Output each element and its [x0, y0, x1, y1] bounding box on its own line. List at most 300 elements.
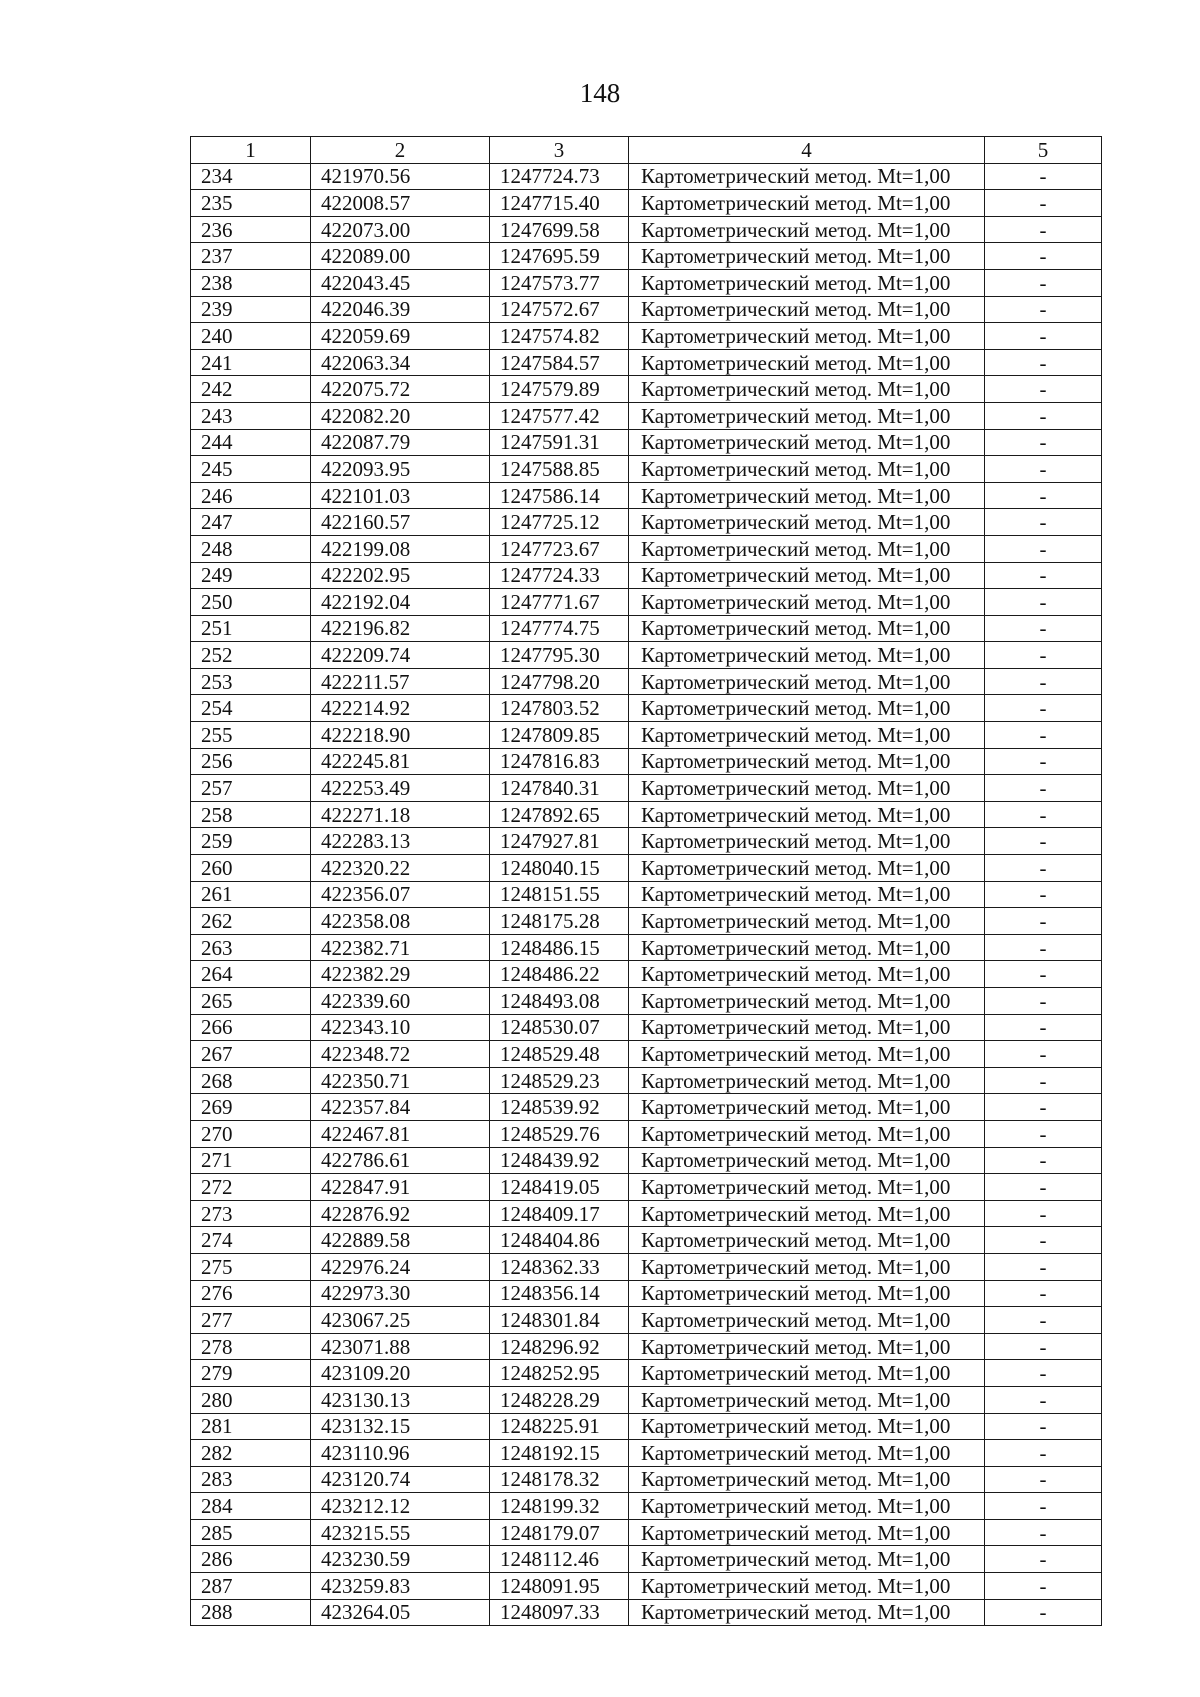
coordinate-x: 422467.81	[311, 1120, 490, 1147]
coordinate-x: 422214.92	[311, 695, 490, 722]
point-number: 284	[191, 1493, 311, 1520]
point-number: 256	[191, 748, 311, 775]
coordinate-y: 1248530.07	[490, 1014, 629, 1041]
empty-dash: -	[985, 855, 1102, 882]
method-description: Картометрический метод. Mt=1,00	[629, 1519, 985, 1546]
table-row	[191, 535, 1102, 562]
table-row	[191, 482, 1102, 509]
method-description: Картометрический метод. Mt=1,00	[629, 1014, 985, 1041]
empty-dash: -	[985, 695, 1102, 722]
coordinate-y: 1247591.31	[490, 429, 629, 456]
coordinate-x: 422339.60	[311, 988, 490, 1015]
coordinate-y: 1247574.82	[490, 323, 629, 350]
empty-dash: -	[985, 801, 1102, 828]
table-row	[191, 243, 1102, 270]
empty-dash: -	[985, 1067, 1102, 1094]
header-col-3: 3	[490, 137, 629, 164]
table-row	[191, 509, 1102, 536]
table-row	[191, 775, 1102, 802]
empty-dash: -	[985, 1147, 1102, 1174]
coordinate-y: 1247725.12	[490, 509, 629, 536]
coordinate-y: 1248179.07	[490, 1519, 629, 1546]
point-number: 262	[191, 908, 311, 935]
coordinate-x: 423264.05	[311, 1599, 490, 1626]
empty-dash: -	[985, 269, 1102, 296]
table-row	[191, 1546, 1102, 1573]
coordinate-x: 423230.59	[311, 1546, 490, 1573]
method-description: Картометрический метод. Mt=1,00	[629, 668, 985, 695]
coordinate-y: 1247584.57	[490, 349, 629, 376]
coordinate-y: 1247724.33	[490, 562, 629, 589]
page-number: 148	[579, 78, 621, 108]
coordinate-y: 1248356.14	[490, 1280, 629, 1307]
coordinate-x: 422008.57	[311, 190, 490, 217]
point-number: 277	[191, 1307, 311, 1334]
method-description: Картометрический метод. Mt=1,00	[629, 349, 985, 376]
table-row	[191, 1253, 1102, 1280]
coordinate-y: 1247695.59	[490, 243, 629, 270]
point-number: 241	[191, 349, 311, 376]
coordinate-y: 1248529.76	[490, 1120, 629, 1147]
method-description: Картометрический метод. Mt=1,00	[629, 988, 985, 1015]
coordinate-y: 1247771.67	[490, 589, 629, 616]
table-row	[191, 908, 1102, 935]
method-description: Картометрический метод. Mt=1,00	[629, 1067, 985, 1094]
table-row	[191, 722, 1102, 749]
method-description: Картометрический метод. Mt=1,00	[629, 1253, 985, 1280]
method-description: Картометрический метод. Mt=1,00	[629, 748, 985, 775]
point-number: 259	[191, 828, 311, 855]
point-number: 271	[191, 1147, 311, 1174]
coordinate-x: 422976.24	[311, 1253, 490, 1280]
coordinate-x: 422847.91	[311, 1174, 490, 1201]
point-number: 244	[191, 429, 311, 456]
method-description: Картометрический метод. Mt=1,00	[629, 1147, 985, 1174]
coordinate-x: 422089.00	[311, 243, 490, 270]
coordinate-x: 422209.74	[311, 642, 490, 669]
table-row	[191, 323, 1102, 350]
coordinate-x: 423212.12	[311, 1493, 490, 1520]
coordinate-y: 1248539.92	[490, 1094, 629, 1121]
coordinate-x: 422245.81	[311, 748, 490, 775]
coordinate-x: 422350.71	[311, 1067, 490, 1094]
coordinate-x: 423259.83	[311, 1573, 490, 1600]
coordinate-y: 1248419.05	[490, 1174, 629, 1201]
coordinate-x: 422046.39	[311, 296, 490, 323]
table-row	[191, 1120, 1102, 1147]
empty-dash: -	[985, 722, 1102, 749]
empty-dash: -	[985, 456, 1102, 483]
method-description: Картометрический метод. Mt=1,00	[629, 934, 985, 961]
table-row	[191, 562, 1102, 589]
coordinate-y: 1248493.08	[490, 988, 629, 1015]
table-header	[191, 137, 1102, 164]
empty-dash: -	[985, 642, 1102, 669]
empty-dash: -	[985, 535, 1102, 562]
method-description: Картометрический метод. Mt=1,00	[629, 855, 985, 882]
table-row	[191, 1014, 1102, 1041]
method-description: Картометрический метод. Mt=1,00	[629, 216, 985, 243]
point-number: 264	[191, 961, 311, 988]
coordinate-y: 1248199.32	[490, 1493, 629, 1520]
empty-dash: -	[985, 1360, 1102, 1387]
coordinate-x: 422320.22	[311, 855, 490, 882]
empty-dash: -	[985, 1466, 1102, 1493]
empty-dash: -	[985, 1413, 1102, 1440]
point-number: 257	[191, 775, 311, 802]
coordinate-y: 1248409.17	[490, 1200, 629, 1227]
method-description: Картометрический метод. Mt=1,00	[629, 482, 985, 509]
method-description: Картометрический метод. Mt=1,00	[629, 1333, 985, 1360]
coordinate-x: 422382.29	[311, 961, 490, 988]
point-number: 249	[191, 562, 311, 589]
table-row	[191, 296, 1102, 323]
method-description: Картометрический метод. Mt=1,00	[629, 296, 985, 323]
empty-dash: -	[985, 1493, 1102, 1520]
coordinates-table	[190, 136, 1102, 1626]
coordinate-x: 422357.84	[311, 1094, 490, 1121]
coordinate-x: 423130.13	[311, 1386, 490, 1413]
empty-dash: -	[985, 216, 1102, 243]
coordinate-y: 1248529.23	[490, 1067, 629, 1094]
point-number: 269	[191, 1094, 311, 1121]
coordinate-y: 1247573.77	[490, 269, 629, 296]
method-description: Картометрический метод. Mt=1,00	[629, 615, 985, 642]
table-row	[191, 163, 1102, 190]
table-row	[191, 934, 1102, 961]
point-number: 263	[191, 934, 311, 961]
coordinate-x: 422358.08	[311, 908, 490, 935]
coordinate-y: 1247715.40	[490, 190, 629, 217]
coordinate-y: 1247795.30	[490, 642, 629, 669]
coordinate-x: 422202.95	[311, 562, 490, 589]
method-description: Картометрический метод. Mt=1,00	[629, 163, 985, 190]
method-description: Картометрический метод. Mt=1,00	[629, 243, 985, 270]
table-row	[191, 216, 1102, 243]
table-row	[191, 1466, 1102, 1493]
empty-dash: -	[985, 589, 1102, 616]
coordinate-x: 422889.58	[311, 1227, 490, 1254]
empty-dash: -	[985, 1253, 1102, 1280]
coordinate-y: 1247892.65	[490, 801, 629, 828]
method-description: Картометрический метод. Mt=1,00	[629, 1386, 985, 1413]
coordinate-x: 422082.20	[311, 402, 490, 429]
method-description: Картометрический метод. Mt=1,00	[629, 775, 985, 802]
table-row	[191, 190, 1102, 217]
method-description: Картометрический метод. Mt=1,00	[629, 1360, 985, 1387]
coordinate-x: 422382.71	[311, 934, 490, 961]
point-number: 281	[191, 1413, 311, 1440]
empty-dash: -	[985, 961, 1102, 988]
coordinate-y: 1248151.55	[490, 881, 629, 908]
table-row	[191, 1174, 1102, 1201]
coordinate-x: 422075.72	[311, 376, 490, 403]
coordinate-x: 422973.30	[311, 1280, 490, 1307]
coordinate-y: 1248296.92	[490, 1333, 629, 1360]
empty-dash: -	[985, 908, 1102, 935]
empty-dash: -	[985, 190, 1102, 217]
table-row	[191, 1307, 1102, 1334]
method-description: Картометрический метод. Mt=1,00	[629, 1227, 985, 1254]
method-description: Картометрический метод. Mt=1,00	[629, 1493, 985, 1520]
table-row	[191, 589, 1102, 616]
coordinate-x: 422253.49	[311, 775, 490, 802]
coordinate-x: 422271.18	[311, 801, 490, 828]
coordinate-y: 1247816.83	[490, 748, 629, 775]
method-description: Картометрический метод. Mt=1,00	[629, 562, 985, 589]
table-row	[191, 961, 1102, 988]
method-description: Картометрический метод. Mt=1,00	[629, 190, 985, 217]
method-description: Картометрический метод. Mt=1,00	[629, 1599, 985, 1626]
empty-dash: -	[985, 402, 1102, 429]
empty-dash: -	[985, 1333, 1102, 1360]
coordinate-y: 1247724.73	[490, 163, 629, 190]
table-row	[191, 1094, 1102, 1121]
empty-dash: -	[985, 1200, 1102, 1227]
coordinate-x: 422786.61	[311, 1147, 490, 1174]
method-description: Картометрический метод. Mt=1,00	[629, 456, 985, 483]
method-description: Картометрический метод. Mt=1,00	[629, 695, 985, 722]
method-description: Картометрический метод. Mt=1,00	[629, 1174, 985, 1201]
method-description: Картометрический метод. Mt=1,00	[629, 908, 985, 935]
empty-dash: -	[985, 1120, 1102, 1147]
coordinate-y: 1247809.85	[490, 722, 629, 749]
coordinate-x: 422073.00	[311, 216, 490, 243]
empty-dash: -	[985, 243, 1102, 270]
table-row	[191, 1280, 1102, 1307]
method-description: Картометрический метод. Mt=1,00	[629, 509, 985, 536]
table-row	[191, 828, 1102, 855]
method-description: Картометрический метод. Mt=1,00	[629, 1440, 985, 1467]
method-description: Картометрический метод. Mt=1,00	[629, 402, 985, 429]
point-number: 267	[191, 1041, 311, 1068]
table-row	[191, 1493, 1102, 1520]
table-row	[191, 1067, 1102, 1094]
table-row	[191, 642, 1102, 669]
empty-dash: -	[985, 482, 1102, 509]
point-number: 254	[191, 695, 311, 722]
method-description: Картометрический метод. Mt=1,00	[629, 269, 985, 296]
point-number: 273	[191, 1200, 311, 1227]
empty-dash: -	[985, 748, 1102, 775]
point-number: 286	[191, 1546, 311, 1573]
table-row	[191, 1519, 1102, 1546]
coordinate-y: 1247577.42	[490, 402, 629, 429]
coordinate-y: 1248228.29	[490, 1386, 629, 1413]
coordinate-y: 1248439.92	[490, 1147, 629, 1174]
point-number: 272	[191, 1174, 311, 1201]
point-number: 246	[191, 482, 311, 509]
method-description: Картометрический метод. Mt=1,00	[629, 722, 985, 749]
coordinate-y: 1248112.46	[490, 1546, 629, 1573]
point-number: 240	[191, 323, 311, 350]
method-description: Картометрический метод. Mt=1,00	[629, 1094, 985, 1121]
coordinate-y: 1248175.28	[490, 908, 629, 935]
empty-dash: -	[985, 828, 1102, 855]
coordinate-x: 422876.92	[311, 1200, 490, 1227]
empty-dash: -	[985, 1227, 1102, 1254]
coordinate-x: 422283.13	[311, 828, 490, 855]
point-number: 265	[191, 988, 311, 1015]
empty-dash: -	[985, 562, 1102, 589]
table-row	[191, 1573, 1102, 1600]
coordinate-y: 1247579.89	[490, 376, 629, 403]
coordinate-y: 1248091.95	[490, 1573, 629, 1600]
method-description: Картометрический метод. Mt=1,00	[629, 1573, 985, 1600]
point-number: 235	[191, 190, 311, 217]
table-row	[191, 988, 1102, 1015]
table-row	[191, 801, 1102, 828]
method-description: Картометрический метод. Mt=1,00	[629, 376, 985, 403]
coordinate-y: 1248178.32	[490, 1466, 629, 1493]
coordinate-x: 422101.03	[311, 482, 490, 509]
method-description: Картометрический метод. Mt=1,00	[629, 801, 985, 828]
method-description: Картометрический метод. Mt=1,00	[629, 1200, 985, 1227]
coordinate-y: 1248404.86	[490, 1227, 629, 1254]
coordinate-x: 423071.88	[311, 1333, 490, 1360]
empty-dash: -	[985, 615, 1102, 642]
point-number: 239	[191, 296, 311, 323]
table-row	[191, 1333, 1102, 1360]
table-row	[191, 1147, 1102, 1174]
coordinate-y: 1247723.67	[490, 535, 629, 562]
coordinate-x: 423067.25	[311, 1307, 490, 1334]
table-row	[191, 349, 1102, 376]
coordinate-y: 1247699.58	[490, 216, 629, 243]
empty-dash: -	[985, 323, 1102, 350]
coordinate-x: 422192.04	[311, 589, 490, 616]
point-number: 253	[191, 668, 311, 695]
table-row	[191, 429, 1102, 456]
header-col-5: 5	[985, 137, 1102, 164]
coordinate-x: 422356.07	[311, 881, 490, 908]
method-description: Картометрический метод. Mt=1,00	[629, 535, 985, 562]
coordinate-y: 1248486.15	[490, 934, 629, 961]
method-description: Картометрический метод. Mt=1,00	[629, 642, 985, 669]
point-number: 237	[191, 243, 311, 270]
point-number: 283	[191, 1466, 311, 1493]
point-number: 245	[191, 456, 311, 483]
method-description: Картометрический метод. Mt=1,00	[629, 1546, 985, 1573]
table-row	[191, 402, 1102, 429]
point-number: 260	[191, 855, 311, 882]
point-number: 242	[191, 376, 311, 403]
table-row	[191, 1386, 1102, 1413]
point-number: 280	[191, 1386, 311, 1413]
table-row	[191, 1200, 1102, 1227]
point-number: 252	[191, 642, 311, 669]
coordinate-x: 423110.96	[311, 1440, 490, 1467]
coordinate-y: 1247572.67	[490, 296, 629, 323]
method-description: Картометрический метод. Mt=1,00	[629, 1307, 985, 1334]
point-number: 255	[191, 722, 311, 749]
table-row	[191, 1440, 1102, 1467]
coordinate-y: 1248252.95	[490, 1360, 629, 1387]
empty-dash: -	[985, 934, 1102, 961]
method-description: Картометрический метод. Mt=1,00	[629, 1041, 985, 1068]
coordinate-x: 422348.72	[311, 1041, 490, 1068]
coordinate-y: 1248362.33	[490, 1253, 629, 1280]
coordinate-y: 1248097.33	[490, 1599, 629, 1626]
table-row	[191, 668, 1102, 695]
coordinate-x: 421970.56	[311, 163, 490, 190]
point-number: 243	[191, 402, 311, 429]
method-description: Картометрический метод. Mt=1,00	[629, 429, 985, 456]
coordinate-y: 1247927.81	[490, 828, 629, 855]
point-number: 276	[191, 1280, 311, 1307]
empty-dash: -	[985, 349, 1102, 376]
point-number: 251	[191, 615, 311, 642]
coordinate-x: 422043.45	[311, 269, 490, 296]
point-number: 234	[191, 163, 311, 190]
coordinate-y: 1248486.22	[490, 961, 629, 988]
point-number: 285	[191, 1519, 311, 1546]
table-body	[191, 163, 1102, 1626]
coordinate-x: 422087.79	[311, 429, 490, 456]
method-description: Картометрический метод. Mt=1,00	[629, 881, 985, 908]
point-number: 275	[191, 1253, 311, 1280]
empty-dash: -	[985, 429, 1102, 456]
method-description: Картометрический метод. Mt=1,00	[629, 1466, 985, 1493]
point-number: 288	[191, 1599, 311, 1626]
empty-dash: -	[985, 1041, 1102, 1068]
empty-dash: -	[985, 163, 1102, 190]
table-row	[191, 1041, 1102, 1068]
table-row	[191, 748, 1102, 775]
empty-dash: -	[985, 1440, 1102, 1467]
empty-dash: -	[985, 296, 1102, 323]
coordinate-y: 1247774.75	[490, 615, 629, 642]
empty-dash: -	[985, 1014, 1102, 1041]
header-col-1: 1	[191, 137, 311, 164]
header-col-2: 2	[311, 137, 490, 164]
method-description: Картометрический метод. Mt=1,00	[629, 828, 985, 855]
coordinate-x: 422063.34	[311, 349, 490, 376]
coordinate-y: 1247798.20	[490, 668, 629, 695]
table-row	[191, 376, 1102, 403]
header-col-4: 4	[629, 137, 985, 164]
coordinate-y: 1248192.15	[490, 1440, 629, 1467]
coordinate-y: 1248040.15	[490, 855, 629, 882]
empty-dash: -	[985, 881, 1102, 908]
coordinate-x: 423120.74	[311, 1466, 490, 1493]
table-row	[191, 1413, 1102, 1440]
table-row	[191, 881, 1102, 908]
empty-dash: -	[985, 1280, 1102, 1307]
empty-dash: -	[985, 1546, 1102, 1573]
empty-dash: -	[985, 988, 1102, 1015]
point-number: 282	[191, 1440, 311, 1467]
coordinate-y: 1247586.14	[490, 482, 629, 509]
coordinate-y: 1248529.48	[490, 1041, 629, 1068]
coordinate-y: 1248225.91	[490, 1413, 629, 1440]
table-row	[191, 855, 1102, 882]
coordinate-x: 422218.90	[311, 722, 490, 749]
table-row	[191, 1227, 1102, 1254]
header-row	[191, 137, 1102, 164]
point-number: 238	[191, 269, 311, 296]
table-row	[191, 1360, 1102, 1387]
coordinate-x: 422196.82	[311, 615, 490, 642]
table-row	[191, 615, 1102, 642]
coordinate-x: 423109.20	[311, 1360, 490, 1387]
point-number: 266	[191, 1014, 311, 1041]
empty-dash: -	[985, 775, 1102, 802]
coordinate-x: 422211.57	[311, 668, 490, 695]
point-number: 250	[191, 589, 311, 616]
point-number: 248	[191, 535, 311, 562]
method-description: Картометрический метод. Mt=1,00	[629, 589, 985, 616]
